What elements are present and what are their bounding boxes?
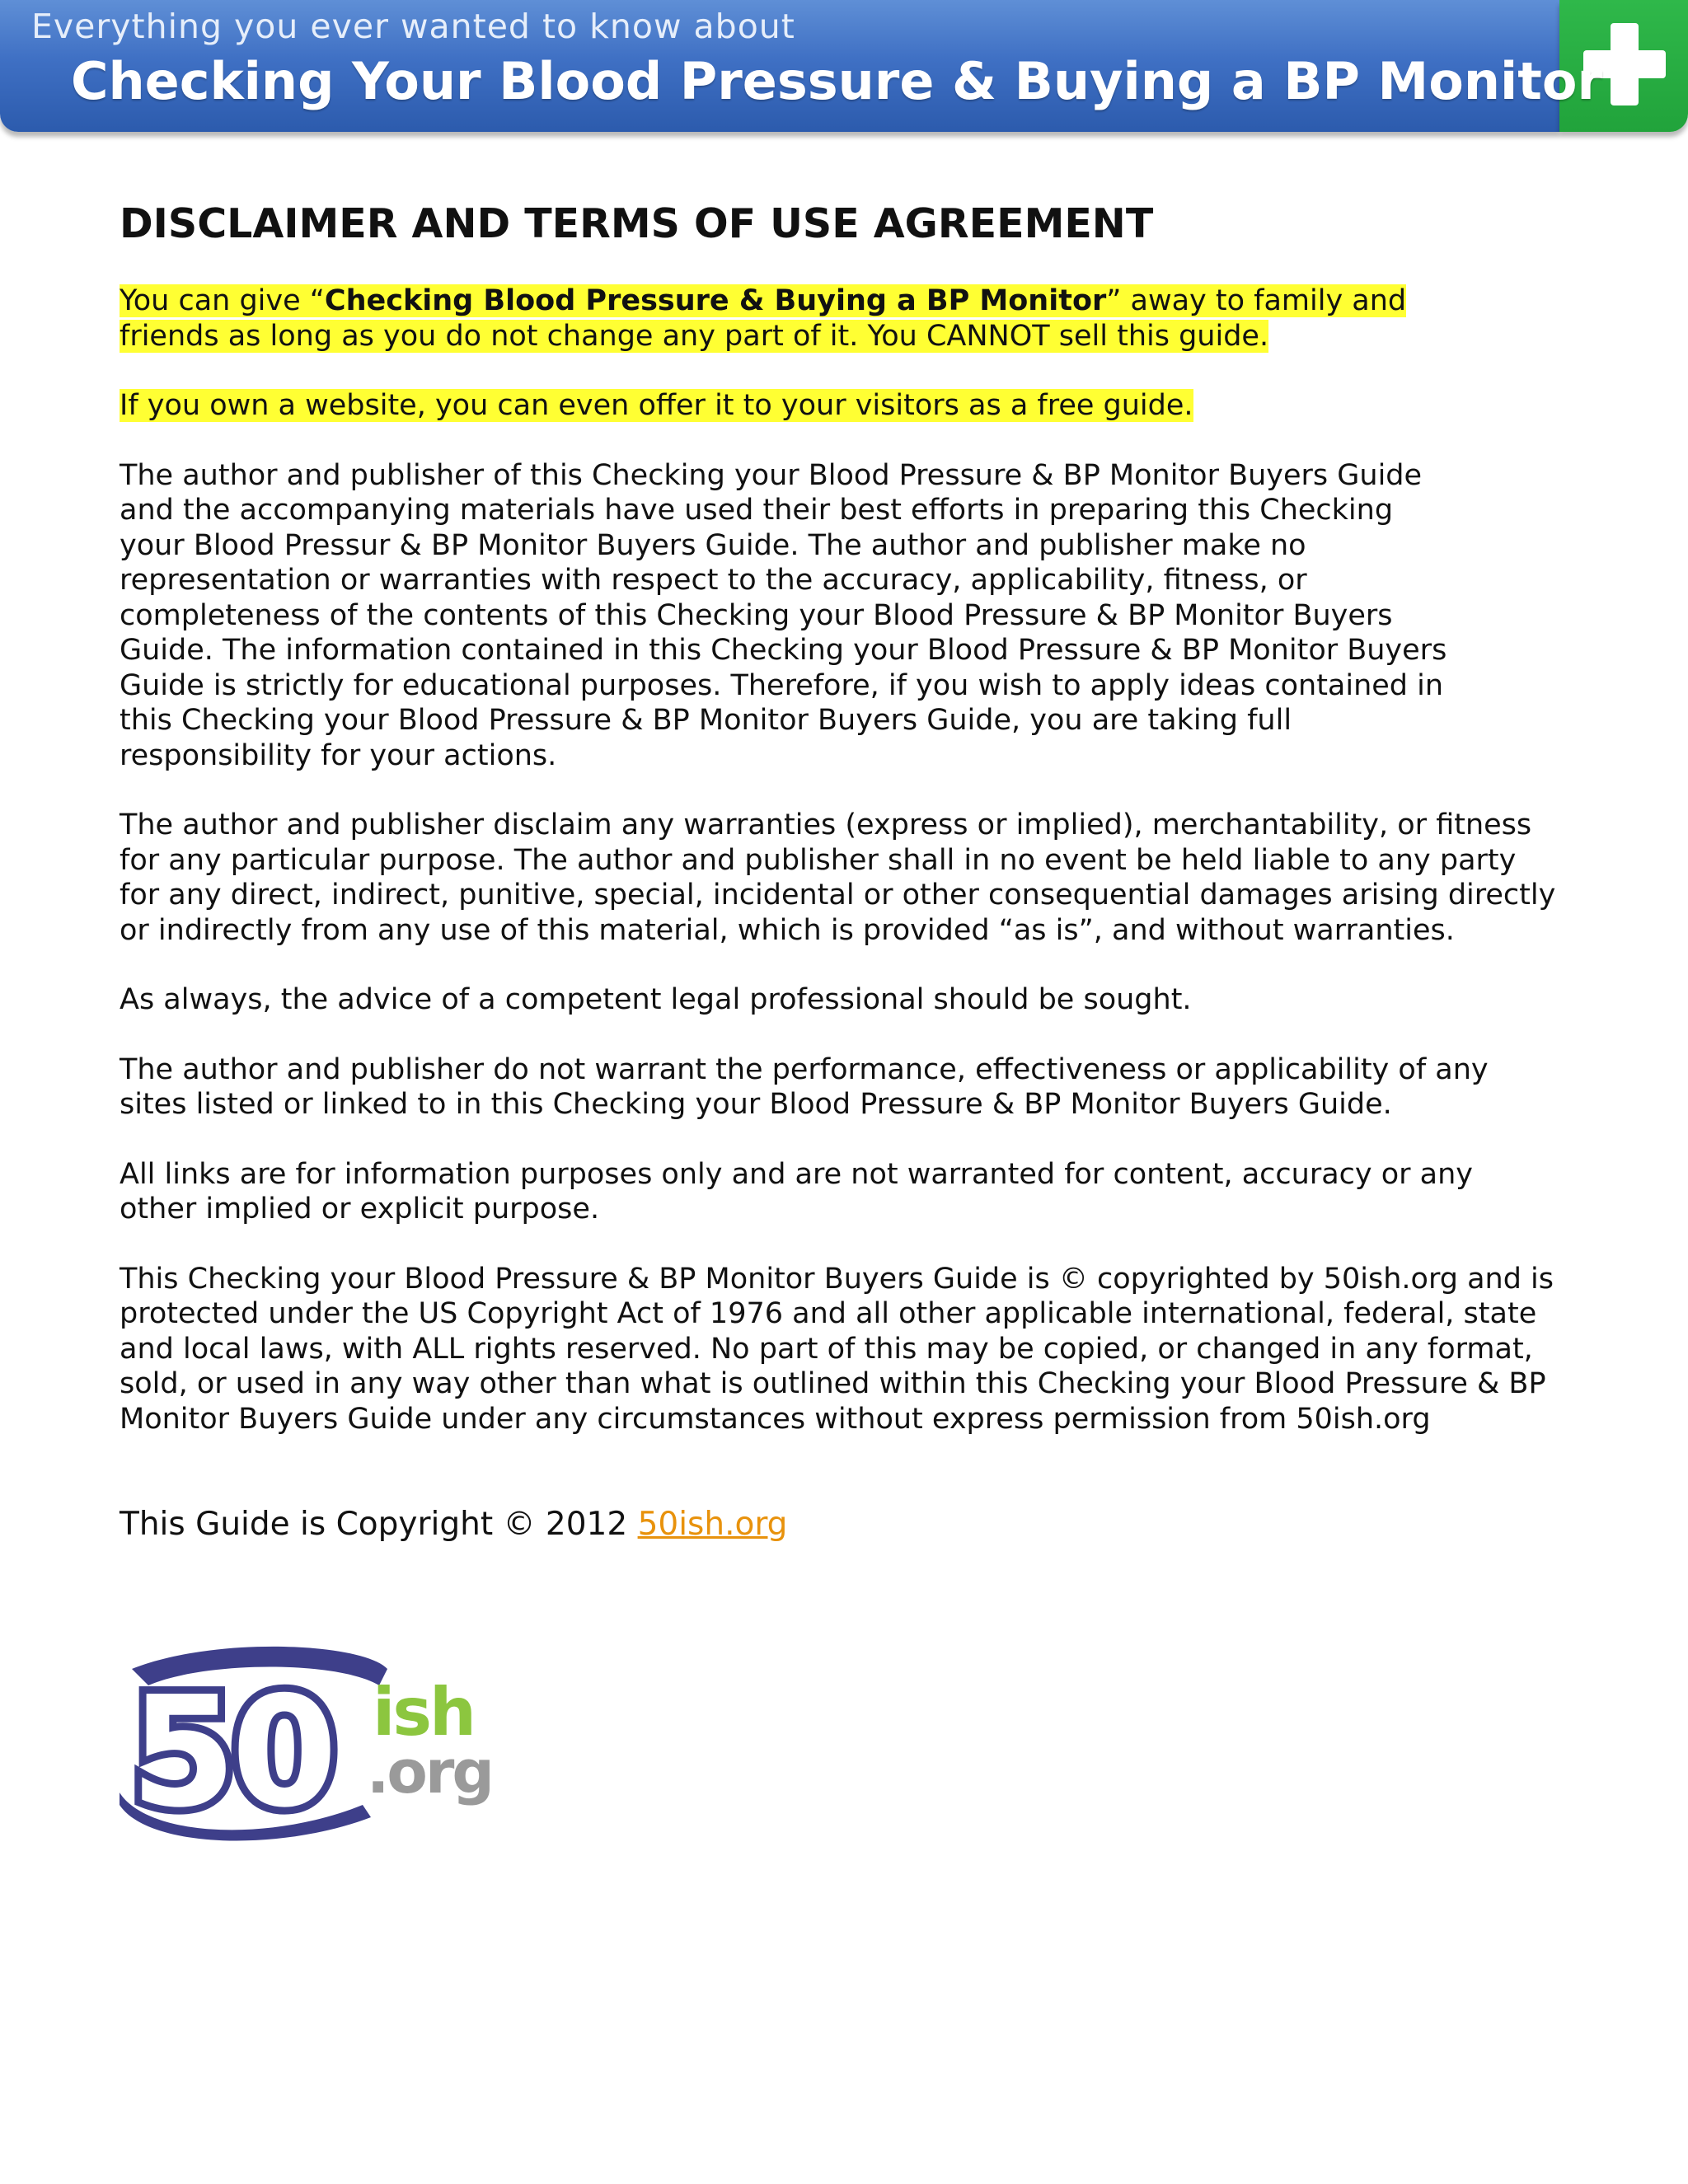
text-line: completeness of the contents of this Checking your Blood Pressure & BP Monitor Buyers: [120, 598, 1393, 632]
text-line: representation or warranties with respect to the accuracy, applicability, fitness, or: [120, 564, 1307, 597]
text-line: Guide. The information contained in this Checking your Blood Pressure & BP Monitor Buyers: [120, 634, 1447, 667]
paragraph-links: [120, 1157, 1587, 1227]
text-line: this Checking your Blood Pressure & BP Monitor Buyers Guide, you are taking full: [120, 704, 1292, 737]
text-line: other implied or explicit purpose.: [120, 1193, 600, 1226]
text-line: Guide is strictly for educational purposes. Therefore, if you wish to apply ideas contained in: [120, 668, 1444, 702]
header-banner: [0, 0, 1688, 140]
page-title: DISCLAIMER AND TERMS OF USE AGREEMENT: [120, 200, 1154, 247]
text-line: This Checking your Blood Pressure & BP Monitor Buyers Guide is © copyrighted by 50ish.org and is: [120, 1262, 1554, 1296]
text-line: protected under the US Copyright Act of 1976 and all other applicable international, federal, state: [120, 1297, 1537, 1330]
share-guide-name: Checking Blood Pressure & Buying a BP Monitor: [324, 284, 1107, 317]
paragraph-sites: [120, 1052, 1587, 1122]
text-line: All links are for information purposes only and are not warranted for content, accuracy or any: [120, 1157, 1474, 1191]
logo-word: ish: [373, 1674, 474, 1750]
paragraph-share: [120, 284, 1587, 354]
text-line: Monitor Buyers Guide under any circumstances without express permission from 50ish.org: [120, 1402, 1431, 1436]
text-line: The author and publisher of this Checking your Blood Pressure & BP Monitor Buyers Guide: [120, 458, 1423, 492]
text-line: As always, the advice of a competent legal professional should be sought.: [120, 983, 1192, 1016]
text-line: responsibility for your actions.: [120, 738, 557, 772]
text-line: and local laws, with ALL rights reserved. No part of this may be copied, or changed in any format,: [120, 1332, 1533, 1366]
share-line-2-text: friends as long as you do not change any part of it. You CANNOT sell this guide.: [120, 319, 1269, 353]
50ish-logo: [115, 1636, 544, 1850]
paragraph-author-efforts: [120, 458, 1587, 774]
share-prefix: You can give “: [120, 284, 325, 317]
text-line: for any particular purpose. The author and publisher shall in no event be held liable to any party: [120, 843, 1517, 877]
text-line: or indirectly from any use of this material, which is provided “as is”, and without warranties.: [120, 913, 1455, 947]
text-line: The author and publisher do not warrant the performance, effectiveness or applicability of any: [120, 1052, 1489, 1086]
copyright-line: [120, 1506, 1587, 1544]
paragraph-legal-advice: [120, 982, 1587, 1018]
banner-title: Checking Your Blood Pressure & Buying a BP Monitor: [71, 51, 1603, 111]
text-line: for any direct, indirect, punitive, special, incidental or other consequential damages arising directly: [120, 879, 1556, 912]
banner-subtitle: Everything you ever wanted to know about: [31, 7, 795, 46]
logo-tld: .org: [367, 1737, 492, 1807]
text-line: The author and publisher disclaim any warranties (express or implied), merchantability, or fitness: [120, 808, 1532, 841]
text-line: sites listed or linked to in this Checking your Blood Pressure & BP Monitor Buyers Guide.: [120, 1088, 1392, 1121]
paragraph-copyright-notice: [120, 1262, 1587, 1437]
paragraph-share-line-1: [120, 284, 1587, 319]
copyright-text: This Guide is Copyright © 2012: [120, 1506, 638, 1543]
copyright-link[interactable]: 50ish.org: [637, 1506, 788, 1543]
logo-number: 50: [130, 1663, 333, 1841]
website-text: If you own a website, you can even offer it to your visitors as a free guide.: [120, 389, 1193, 422]
text-line: and the accompanying materials have used their best efforts in preparing this Checking: [120, 494, 1394, 527]
document-body: [120, 201, 1587, 1544]
share-suffix: ” away to family and: [1106, 284, 1407, 317]
text-line: sold, or used in any way other than what is outlined within this Checking your Blood Pressure & BP: [120, 1367, 1546, 1400]
paragraph-disclaim: [120, 808, 1587, 948]
text-line: your Blood Pressur & BP Monitor Buyers Guide. The author and publisher make no: [120, 528, 1306, 562]
paragraph-website: [120, 388, 1587, 424]
paragraph-share-line-2: [120, 319, 1587, 354]
